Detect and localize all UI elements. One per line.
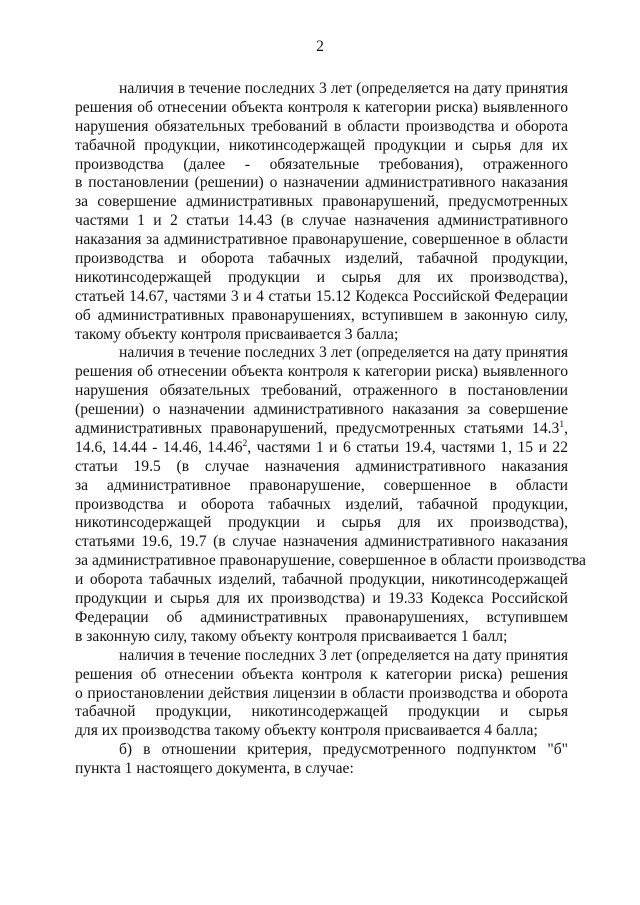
paragraph	[75, 647, 568, 741]
text-line: статьи 19.5 (в случае назначения административного наказания	[75, 457, 568, 475]
superscript: 2	[242, 438, 248, 449]
paragraph	[75, 741, 568, 779]
text-line: в законную силу, такому объекту контроля присваивается 1 балл;	[75, 627, 508, 645]
text-line: об административных правонарушениях, вступившем в законную силу,	[75, 306, 568, 324]
page-number: 2	[316, 38, 324, 55]
text-line: о приостановлении действия лицензии в области производства и оборота	[75, 684, 568, 702]
text-line: решения об отнесении объекта контроля к категории риска) выявленного	[75, 98, 568, 116]
text-line: б) в отношении критерия, предусмотренного подпунктом "б"	[119, 741, 568, 759]
text-line: решения об отнесении объекта контроля к категории риска) решения	[75, 665, 568, 683]
text-segment: административных правонарушений, предусмотренных статьями 14.3	[75, 420, 560, 438]
text-line: статьей 14.67, частями 3 и 4 статьи 15.12 Кодекса Российской Федерации	[75, 287, 568, 305]
text-line: никотинсодержащей продукции и сырья для их производства),	[75, 268, 568, 286]
text-line: производства и оборота табачных изделий, табачной продукции,	[75, 250, 568, 268]
text-line: статьями 19.6, 19.7 (в случае назначения административного наказания	[75, 533, 568, 551]
text-segment: ,	[564, 420, 568, 438]
text-line: табачной продукции, никотинсодержащей продукции и сырья для их	[75, 136, 568, 154]
text-line: наличия в течение последних 3 лет (определяется на дату принятия	[119, 80, 568, 97]
text-line: нарушения обязательных требований, отраженного в постановлении	[75, 382, 568, 400]
superscript: 1	[559, 420, 565, 431]
text-line: производства (далее - обязательные требования), отраженного	[75, 155, 568, 173]
text-line: для их производства такому объекту контроля присваивается 4 балла;	[75, 722, 538, 740]
text-line: нарушения обязательных требований в области производства и оборота	[75, 117, 568, 135]
text-line: за административное правонарушение, совершенное в области производства	[75, 552, 586, 570]
text-line: за совершение административных правонарушений, предусмотренных	[75, 193, 568, 211]
text-line: и оборота табачных изделий, табачной продукции, никотинсодержащей	[75, 571, 568, 589]
text-line: наказания за административное правонарушение, совершенное в области	[75, 231, 568, 249]
paragraph	[75, 344, 586, 646]
text-line: пункта 1 настоящего документа, в случае:	[75, 760, 354, 778]
text-segment: , частями 1 и 6 статьи 19.4, частями 1, 15 и 22	[247, 438, 568, 456]
text-line	[75, 420, 568, 439]
text-line: в постановлении (решении) о назначении административного наказания	[75, 174, 568, 192]
text-segment: 14.6, 14.44 - 14.46, 14.46	[75, 438, 243, 456]
text-line	[75, 439, 568, 458]
text-line: за административное правонарушение, совершенное в области	[75, 476, 568, 494]
text-line: такому объекту контроля присваивается 3 балла;	[75, 325, 399, 343]
text-line: Федерации об административных правонарушениях, вступившем	[75, 608, 568, 626]
text-line: частями 1 и 2 статьи 14.43 (в случае назначения административного	[75, 212, 568, 230]
text-line: табачной продукции, никотинсодержащей продукции и сырья	[75, 703, 568, 721]
text-line: производства и оборота табачных изделий, табачной продукции,	[75, 495, 568, 513]
paragraph	[75, 80, 568, 344]
text-line: продукции и сырья для их производства) и 19.33 Кодекса Российской	[75, 590, 568, 608]
text-line: решения об отнесении объекта контроля к категории риска) выявленного	[75, 363, 568, 381]
document-body	[75, 80, 586, 779]
text-line: никотинсодержащей продукции и сырья для их производства),	[75, 514, 568, 532]
text-line: (решении) о назначении административного наказания за совершение	[75, 401, 568, 419]
text-line: наличия в течение последних 3 лет (определяется на дату принятия	[119, 344, 568, 362]
text-line: наличия в течение последних 3 лет (определяется на дату принятия	[119, 646, 568, 664]
